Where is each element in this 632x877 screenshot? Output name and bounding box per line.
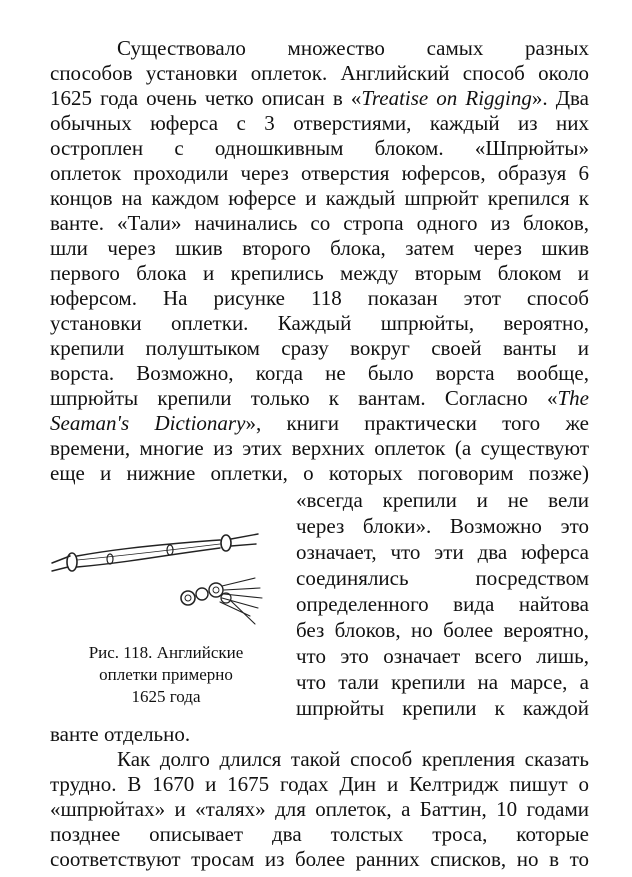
text-line: юферсом. На рисунке 118 показан этот способ <box>50 286 589 310</box>
text-line: соответствуют тросам из более ранних списков, но в то <box>50 847 589 871</box>
text-line: шпрюйты крепили к каждой <box>296 696 589 720</box>
text-line: Seaman's Dictionary», книги практически того же <box>50 411 589 435</box>
text-line: ворста. Возможно, когда не было ворста вообще, <box>50 361 589 385</box>
text-line: концов на каждом юферсе и каждый шпрюйт крепился к <box>50 186 589 210</box>
text-line: остроплен с одношкивным блоком. «Шпрюйты» <box>50 136 589 160</box>
text-line: Существовало множество самых разных <box>117 36 589 60</box>
text-line: без блоков, но более вероятно, <box>296 618 589 642</box>
text-line: «шпрюйтах» и «талях» для оплеток, а Баттин, 10 годами <box>50 797 589 821</box>
text-line: еще и нижние оплетки, о которых поговорим позже) <box>50 461 589 485</box>
text-line: 1625 года очень четко описан в «Treatise on Rigging». Два <box>50 86 589 110</box>
text-line: Как долго длился такой способ крепления сказать <box>117 747 589 771</box>
text-line: определенного вида найтова <box>296 592 589 616</box>
text-line: оплеток проходили через отверстия юферсов, образуя 6 <box>50 161 589 185</box>
text-line: времени, многие из этих верхних оплеток (а существуют <box>50 436 589 460</box>
text-line: что это означает всего лишь, <box>296 644 589 668</box>
text-line: крепили полуштыком сразу вокруг своей ванты и <box>50 336 589 360</box>
caption-line: Рис. 118. Английские <box>88 643 244 662</box>
upper-rigging-drawing <box>52 534 258 571</box>
text-line: позднее описывает два толстых троса, которые <box>50 822 589 846</box>
text-line: шпрюйты крепили только к вантам. Согласно «The <box>50 386 589 410</box>
text-line: установки оплетки. Каждый шпрюйты, вероятно, <box>50 311 589 335</box>
text-line: трудно. В 1670 и 1675 годах Дин и Келтридж пишут о <box>50 772 589 796</box>
text-line: ванте отдельно. <box>50 722 191 746</box>
rigging-illustration <box>50 512 282 632</box>
text-line: соединялись посредством <box>296 566 589 590</box>
caption-line: 1625 года <box>131 687 201 706</box>
text-line: «всегда крепили и не вели <box>296 488 589 512</box>
text-line: ванте. «Тали» начинались со стропа одного из блоков, <box>50 211 589 235</box>
text-line: способов установки оплеток. Английский способ около <box>50 61 589 85</box>
figure-caption <box>50 642 282 708</box>
text-line: через блоки». Возможно это <box>296 514 589 538</box>
text-line: обычных юферса с 3 отверстиями, каждый из них <box>50 111 589 135</box>
text-line: шли через шкив второго блока, затем через шкив <box>50 236 589 260</box>
text-line: что тали крепили на марсе, а <box>296 670 589 694</box>
caption-line: оплетки примерно <box>99 665 233 684</box>
text-line: означает, что эти два юферса <box>296 540 589 564</box>
text-line: первого блока и крепились между вторым блоком и <box>50 261 589 285</box>
lower-rigging-drawing <box>181 578 262 624</box>
